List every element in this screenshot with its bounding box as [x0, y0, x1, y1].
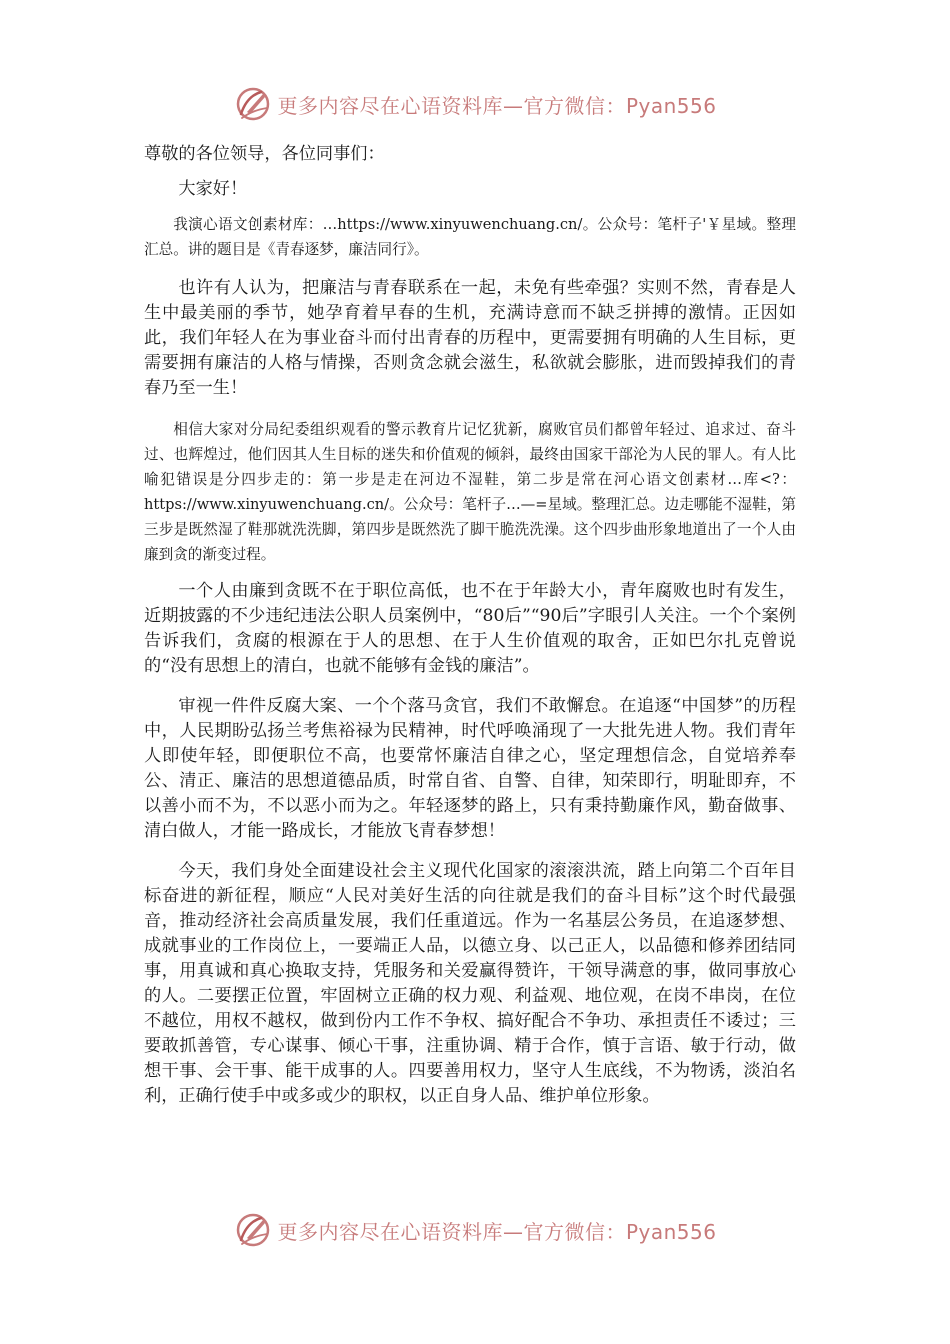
paragraph: 我演心语文创素材库：…https://www.xinyuwenchuang.cn/。公众号：笔杆子'￥星域。整理汇总。讲的题目是《青春逐梦，廉洁同行》。 — [144, 216, 796, 258]
pen-logo-icon — [233, 1210, 273, 1250]
paragraph: 审视一件件反腐大案、一个个落马贪官，我们不敢懈怠。在追逐“中国梦”的历程中，人民期盼弘扬兰考焦裕禄为民精神，时代呼唤涌现了一大批先进人物。我们青年人即使年轻，即便职位不高，也要常怀廉洁自律之心，坚定理想信念，自觉培养奉公、清正、廉洁的思想道德品质，时常自省、自警、自律，知荣即行，明耻即弃，不以善小而不为，不以恶小而为之。年轻逐梦的路上，只有秉持勤廉作风，勤奋做事、清白做人，才能一路成长，才能放飞青春梦想！ — [144, 696, 796, 841]
paragraph: 今天，我们身处全面建设社会主义现代化国家的滚滚洪流，踏上向第二个百年目标奋进的新征程，顺应“人民对美好生活的向往就是我们的奋斗目标”这个时代最强音，推动经济社会高质量发展，我们任重道远。作为一名基层公务员，在追逐梦想、成就事业的工作岗位上，一要端正人品，以德立身、以己正人，以品德和修养团结同事，用真诚和真心换取支持，凭服务和关爱赢得赞许，干领导满意的事，做同事放心的人。二要摆正位置，牢固树立正确的权力观、利益观、地位观，在岗不串岗，在位不越位，用权不越权，做到份内工作不争权、搞好配合不争功、承担责任不诿过；三要敢抓善管，专心谋事、倾心干事，注重协调、精于合作，慎于言语、敏于行动，做想干事、会干事、能干成事的人。四要善用权力，坚守人生底线，不为物诱，淡泊名利，正确行使手中或多或少的职权，以正自身人品、维护单位形象。 — [144, 861, 796, 1106]
paragraph: 也许有人认为，把廉洁与青春联系在一起，未免有些牵强？实则不然，青春是人生中最美丽的季节，她孕育着早春的生机，充满诗意而不缺乏拼搏的激情。正因如此，我们年轻人在为事业奋斗而付出青春的历程中，更需要拥有明确的人生目标，更需要拥有廉洁的人格与情操，否则贪念就会滋生，私欲就会膨胀，进而毁掉我们的青春乃至一生！ — [144, 278, 796, 398]
watermark-text: 更多内容尽在心语资料库—官方微信：Pyan556 — [277, 1219, 717, 1244]
watermark-text: 更多内容尽在心语资料库—官方微信：Pyan556 — [277, 93, 717, 118]
paragraph: 相信大家对分局纪委组织观看的警示教育片记忆犹新，腐败官员们都曾年轻过、追求过、奋斗过、也辉煌过，他们因其人生目标的迷失和价值观的倾斜，最终由国家干部沦为人民的罪人。有人比喻犯错误是分四步走的：第一步是走在河边不湿鞋，第二步是常在河心语文创素材…库<?：https://www.xinyuwenchuang.cn/。公众号：笔杆子…—=星域。整理汇总。边走哪能不湿鞋，第三步是既然湿了鞋那就洗洗脚，第四步是既然洗了脚干脆洗洗澡。这个四步曲形象地道出了一个人由廉到贪的渐变过程。 — [144, 421, 796, 563]
greeting: 大家好！ — [178, 179, 248, 199]
salutation: 尊敬的各位领导，各位同事们： — [144, 144, 385, 164]
watermark-banner-bottom — [0, 1210, 950, 1250]
paragraph: 一个人由廉到贪既不在于职位高低，也不在于年龄大小，青年腐败也时有发生，近期披露的不少违纪违法公职人员案例中，“80后”“90后”字眼引人关注。一个个案例告诉我们，贪腐的根源在于人的思想、在于人生价值观的取舍，正如巴尔扎克曾说的“没有思想上的清白，也就不能够有金钱的廉洁”。 — [144, 581, 796, 676]
pen-logo-icon — [233, 84, 273, 124]
speech-document — [144, 142, 796, 1109]
watermark-banner-top — [0, 84, 950, 124]
